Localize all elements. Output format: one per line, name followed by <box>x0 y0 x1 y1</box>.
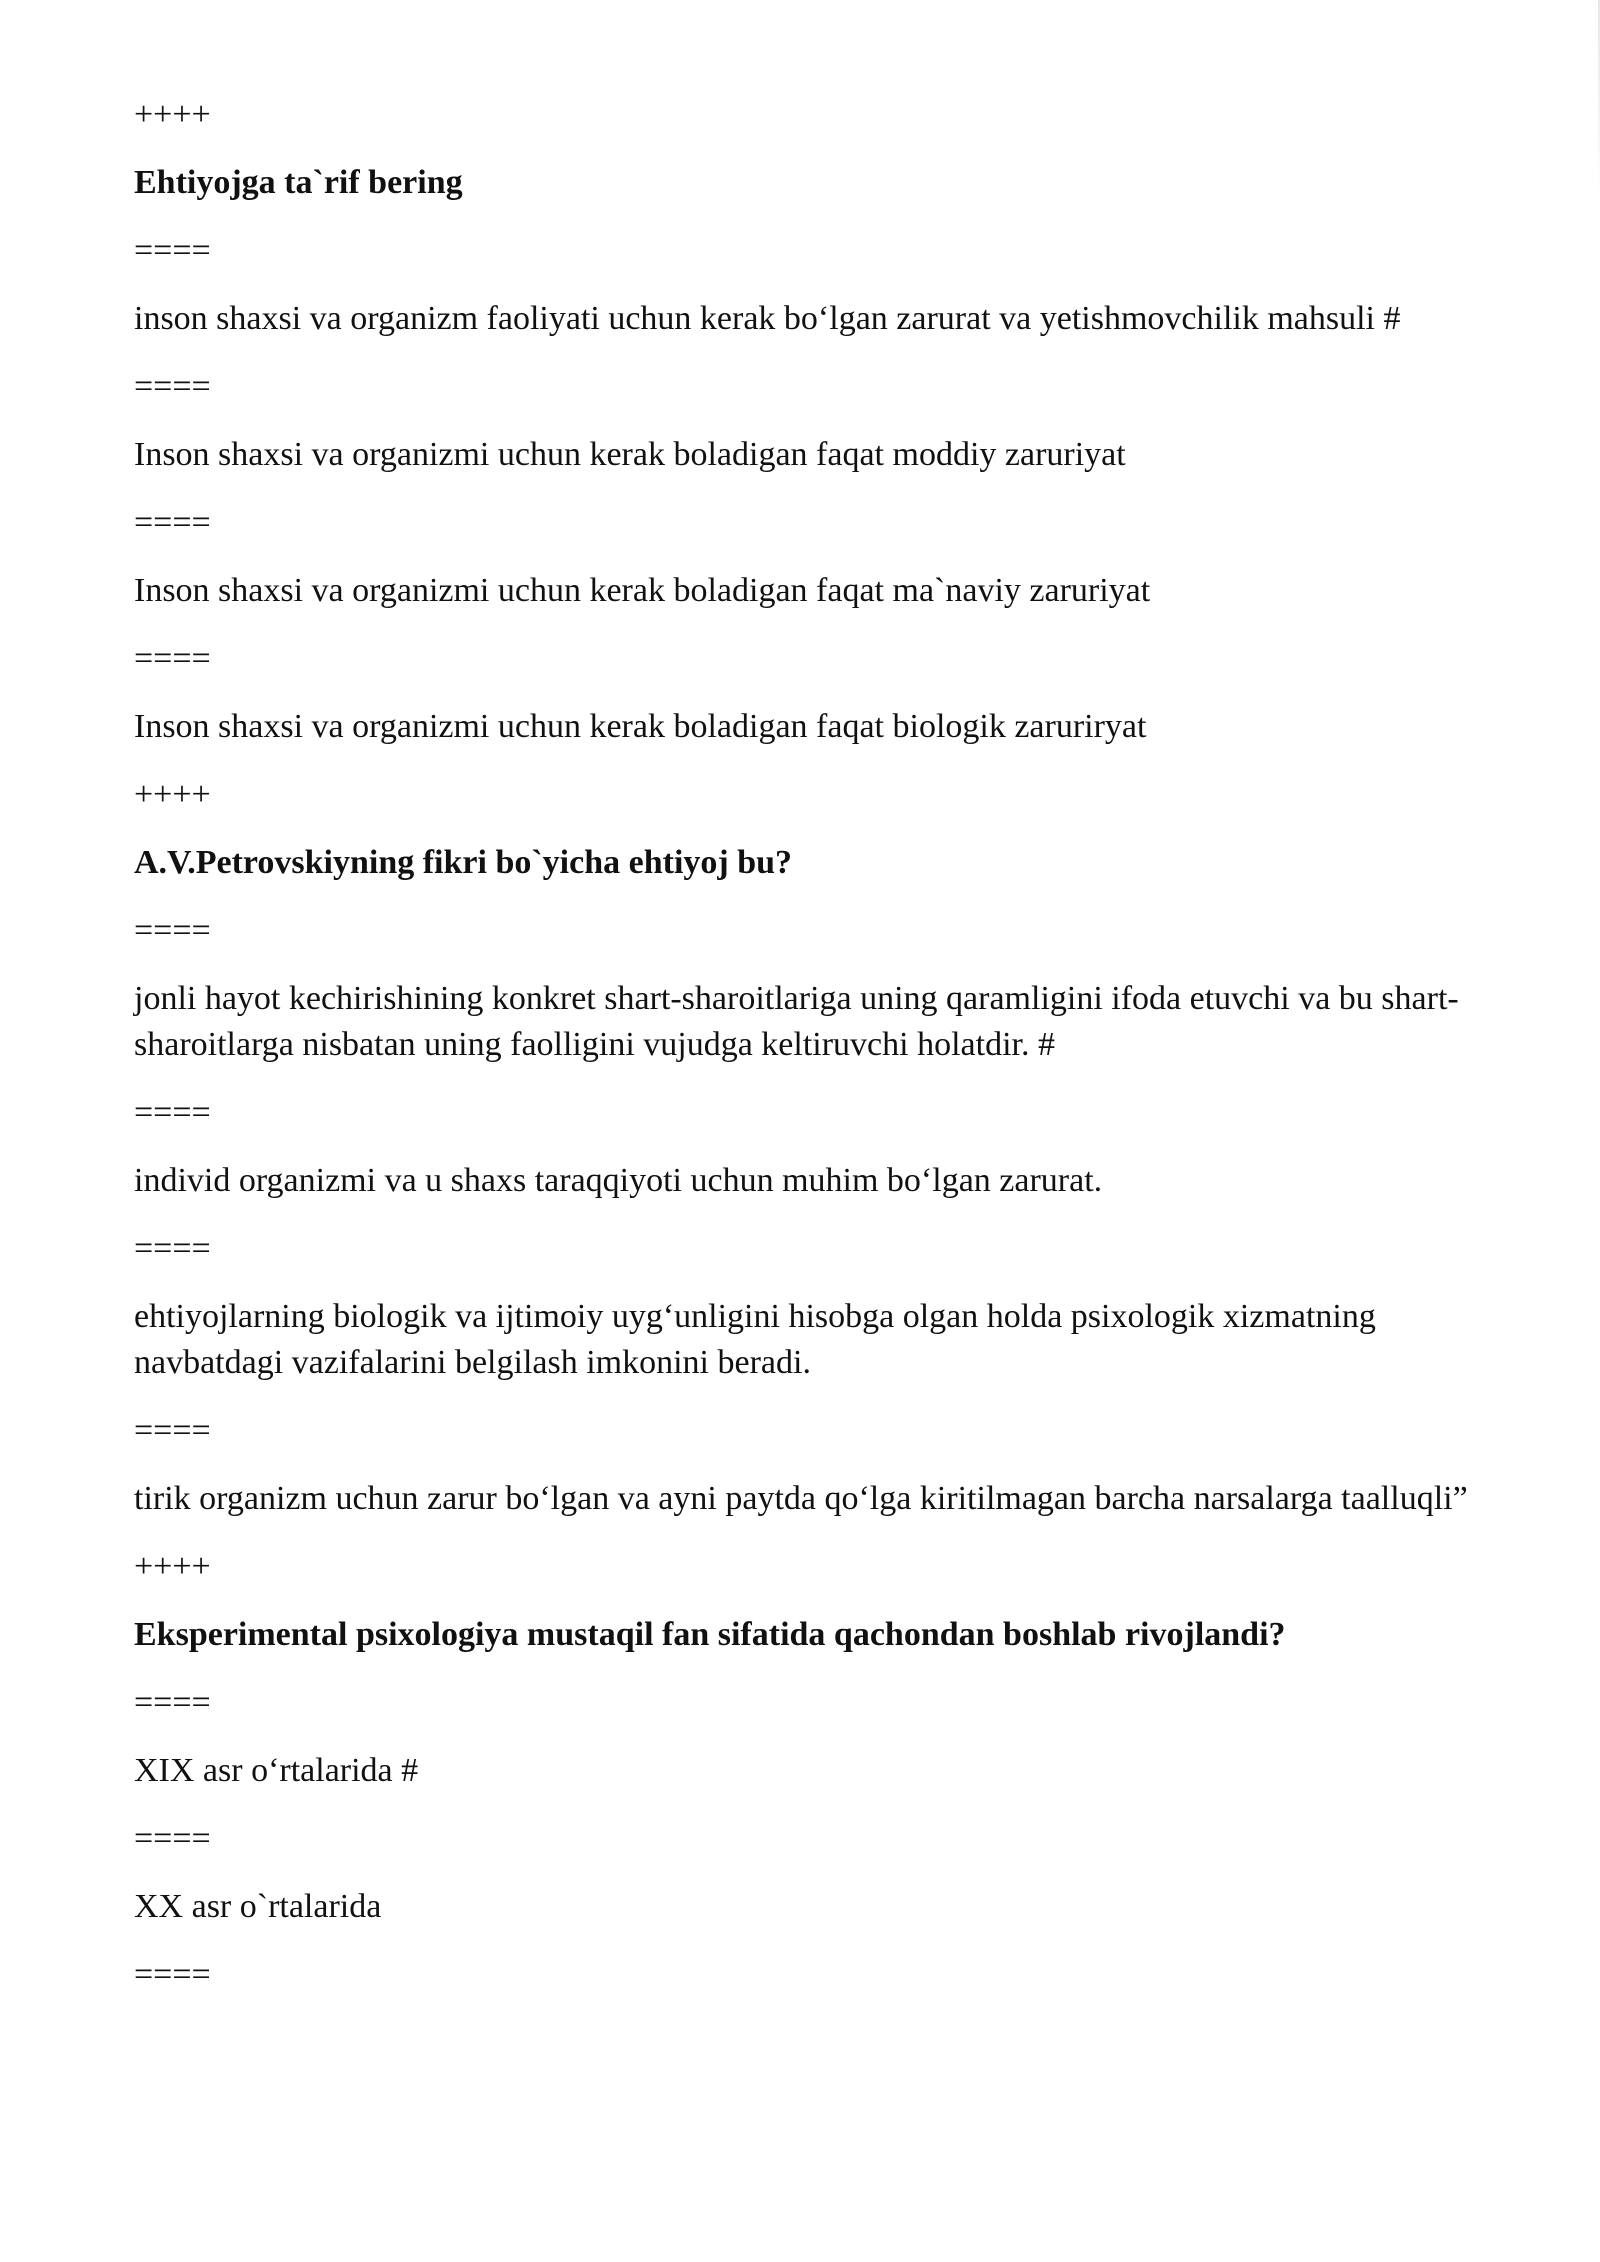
question-2-answer-2: individ organizmi va u shaxs taraqqiyoti uchun muhim bo‘lgan zarurat. <box>134 1162 1103 1199</box>
question-2-answer-1: jonli hayot kechirishining konkret shart-sharoitlariga uning qaramligini ifoda etuvchi va bu shart-sharoitlarga nisbatan uning faolligini vujudga keltiruvchi holatdir. # <box>134 980 1459 1063</box>
question-3-answer-2: XX asr o`rtalarida <box>134 1888 382 1925</box>
question-3-answer-1: XIX asr o‘rtalarida # <box>134 1752 419 1789</box>
separator-plus: ++++ <box>134 1548 211 1585</box>
separator-equals: ==== <box>134 1230 211 1267</box>
separator-plus: ++++ <box>134 96 211 133</box>
separator-equals: ==== <box>134 1956 211 1993</box>
separator-equals: ==== <box>134 504 211 541</box>
separator-equals: ==== <box>134 368 211 405</box>
question-1-answer-2: Inson shaxsi va organizmi uchun kerak boladigan faqat moddiy zaruriyat <box>134 436 1126 473</box>
separator-equals: ==== <box>134 912 211 949</box>
separator-equals: ==== <box>134 1684 211 1721</box>
document-content <box>134 92 1474 2020</box>
question-1-answer-4: Inson shaxsi va organizmi uchun kerak boladigan faqat biologik zaruriryat <box>134 708 1147 745</box>
separator-equals: ==== <box>134 1820 211 1857</box>
question-1: Ehtiyojga ta`rif bering <box>134 164 463 201</box>
question-3: Eksperimental psixologiya mustaqil fan sifatida qachondan boshlab rivojlandi? <box>134 1616 1286 1653</box>
separator-equals: ==== <box>134 232 211 269</box>
question-1-answer-3: Inson shaxsi va organizmi uchun kerak boladigan faqat ma`naviy zaruriyat <box>134 572 1151 609</box>
question-2-answer-4: tirik organizm uchun zarur bo‘lgan va ayni paytda qo‘lga kiritilmagan barcha narsalarga taalluqli” <box>134 1480 1468 1517</box>
question-1-answer-1: inson shaxsi va organizm faoliyati uchun kerak bo‘lgan zarurat va yetishmovchilik mahsuli # <box>134 300 1401 337</box>
separator-equals: ==== <box>134 1094 211 1131</box>
separator-equals: ==== <box>134 640 211 677</box>
separator-equals: ==== <box>134 1412 211 1449</box>
question-2: A.V.Petrovskiyning fikri bo`yicha ehtiyoj bu? <box>134 844 793 881</box>
separator-plus: ++++ <box>134 776 211 813</box>
question-2-answer-3: ehtiyojlarning biologik va ijtimoiy uyg‘unligini hisobga olgan holda psixologik xizmatning navbatdagi vazifalarini belgilash imkonini beradi. <box>134 1298 1376 1381</box>
